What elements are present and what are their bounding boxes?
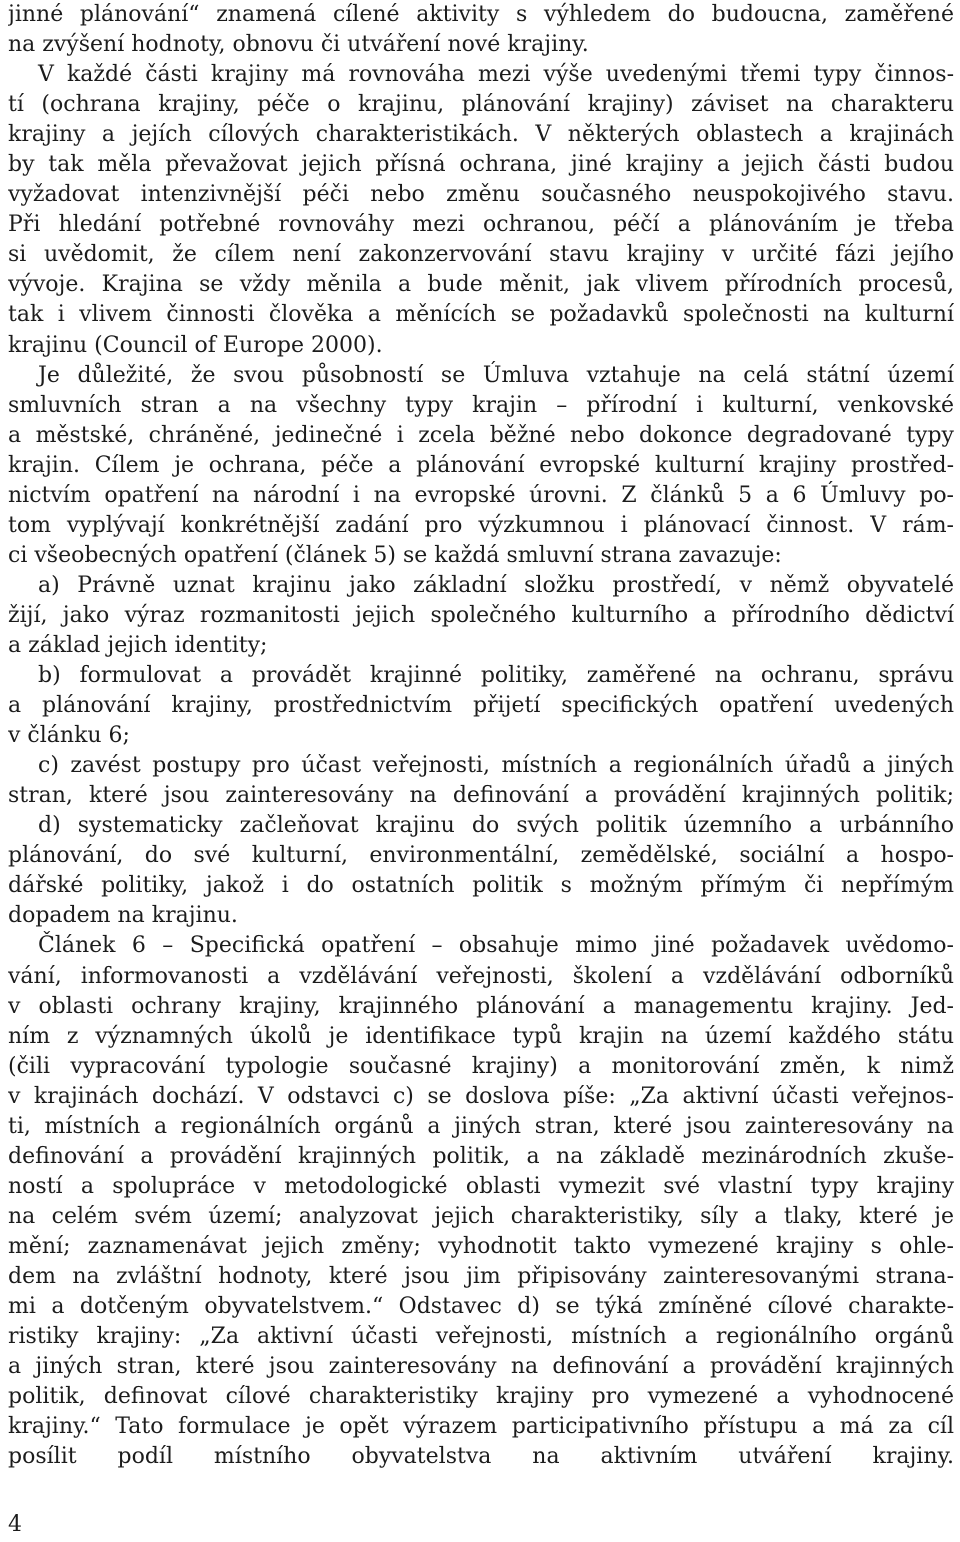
text-line: (čili vypracování typologie současné krajiny) a monitorování změn, k nimž bbox=[8, 1053, 954, 1079]
text-line: na celém svém území; analyzovat jejich charakteristiky, síly a tlaky, které je bbox=[8, 1203, 954, 1229]
text-line: dopadem na krajinu. bbox=[8, 903, 238, 929]
text-line: mi a dotčeným obyvatelstvem.“ Odstavec d) se týká zmíněné cílové charakte- bbox=[8, 1294, 954, 1320]
text-line: tak i vlivem činnosti člověka a měnících se požadavků společnosti na kulturní bbox=[8, 302, 954, 328]
text-line: v oblasti ochrany krajiny, krajinného plánování a managementu krajiny. Jed- bbox=[8, 993, 954, 1019]
text-line: na zvýšení hodnoty, obnovu či utváření nové krajiny. bbox=[8, 32, 589, 58]
text-line: V každé části krajiny má rovnováha mezi výše uvedenými třemi typy činnos- bbox=[38, 62, 954, 88]
text-line: definování a provádění krajinných politik, a na základě mezinárodních zkuše- bbox=[8, 1143, 954, 1169]
text-line: a základ jejich identity; bbox=[8, 632, 268, 658]
text-line: plánování, do své kulturní, environmentální, zemědělské, sociální a hospo- bbox=[8, 843, 954, 869]
text-line: vyžadovat intenzivnější péči nebo změnu současného neuspokojivého stavu. bbox=[8, 182, 954, 208]
text-line: krajiny a jejích cílových charakteristikách. V některých oblastech a krajinách bbox=[8, 122, 954, 148]
text-line: krajiny.“ Tato formulace je opět výrazem participativního přístupu a má za cíl bbox=[8, 1414, 954, 1440]
text-line: v článku 6; bbox=[8, 723, 130, 749]
text-line: vývoje. Krajina se vždy měnila a bude měnit, jak vlivem přírodních procesů, bbox=[8, 272, 954, 298]
text-line: dářské politiky, jakož i do ostatních politik s možným přímým či nepřímým bbox=[8, 873, 954, 899]
text-line: Je důležité, že svou působností se Úmluva vztahuje na celá státní území bbox=[38, 362, 954, 388]
text-line: posílit podíl místního obyvatelstva na aktivním utváření krajiny. bbox=[8, 1444, 954, 1470]
text-line: dem na zvláštní hodnoty, které jsou jim připisovány zainteresovanými strana- bbox=[8, 1263, 954, 1289]
text-line: v krajinách dochází. V odstavci c) se doslova píše: „Za aktivní účasti veřejnos- bbox=[8, 1083, 954, 1109]
text-line: a městské, chráněné, jedinečné i zcela běžné nebo dokonce degradované typy bbox=[8, 422, 954, 448]
text-line: smluvních stran a na všechny typy krajin – přírodní i kulturní, venkovské bbox=[8, 392, 954, 418]
text-line: by tak měla převažovat jejich přísná ochrana, jiné krajiny a jejich části budou bbox=[8, 152, 954, 178]
document-body bbox=[8, 0, 954, 1472]
text-line: c) zavést postupy pro účast veřejnosti, místních a regionálních úřadů a jiných bbox=[38, 753, 954, 779]
text-line: ností a spolupráce v metodologické oblasti vymezit své vlastní typy krajiny bbox=[8, 1173, 954, 1199]
text-line: mění; zaznamenávat jejich změny; vyhodnotit takto vymezené krajiny s ohle- bbox=[8, 1233, 954, 1259]
text-line: žijí, jako výraz rozmanitosti jejich společného kulturního a přírodního dědictví bbox=[8, 602, 954, 628]
text-line: tom vyplývají konkrétnější zadání pro výzkumnou i plánovací činnost. V rám- bbox=[8, 512, 954, 538]
text-line: jinné plánování“ znamená cílené aktivity s výhledem do budoucna, zaměřené bbox=[8, 2, 954, 27]
text-line: Při hledání potřebné rovnováhy mezi ochranou, péčí a plánováním je třeba bbox=[8, 212, 954, 238]
text-line: tí (ochrana krajiny, péče o krajinu, plánování krajiny) záviset na charakteru bbox=[8, 92, 954, 118]
text-line: vání, informovanosti a vzdělávání veřejnosti, školení a vzdělávání odborníků bbox=[8, 963, 954, 989]
text-line: ristiky krajiny: „Za aktivní účasti veřejnosti, místních a regionálního orgánů bbox=[8, 1324, 954, 1350]
text-line: a jiných stran, které jsou zainteresovány na definování a provádění krajinných bbox=[8, 1354, 954, 1380]
text-line: ním z významných úkolů je identifikace typů krajin na území každého státu bbox=[8, 1023, 954, 1049]
text-line: krajinu (Council of Europe 2000). bbox=[8, 332, 383, 358]
text-line: ci všeobecných opatření (článek 5) se každá smluvní strana zavazuje: bbox=[8, 542, 782, 568]
text-line: b) formulovat a provádět krajinné politiky, zaměřené na ochranu, správu bbox=[38, 663, 954, 689]
text-line: stran, které jsou zainteresovány na definování a provádění krajinných politik; bbox=[8, 783, 954, 809]
page-number: 4 bbox=[8, 1512, 22, 1537]
text-line: politik, definovat cílové charakteristiky krajiny pro vymezené a vyhodnocené bbox=[8, 1384, 954, 1410]
text-line: si uvědomit, že cílem není zakonzervování stavu krajiny v určité fázi jejího bbox=[8, 242, 954, 268]
text-line: a plánování krajiny, prostřednictvím přijetí specifických opatření uvedených bbox=[8, 693, 954, 719]
text-line: ti, místních a regionálních orgánů a jiných stran, které jsou zainteresovány na bbox=[8, 1113, 954, 1139]
text-line: a) Právně uznat krajinu jako základní složku prostředí, v němž obyvatelé bbox=[38, 572, 954, 598]
text-line: krajin. Cílem je ochrana, péče a plánování evropské kulturní krajiny prostřed- bbox=[8, 452, 954, 478]
text-line: Článek 6 – Specifická opatření – obsahuje mimo jiné požadavek uvědomo- bbox=[38, 933, 954, 959]
text-line: nictvím opatření na národní i na evropské úrovni. Z článků 5 a 6 Úmluvy po- bbox=[8, 482, 954, 508]
text-line: d) systematicky začleňovat krajinu do svých politik územního a urbánního bbox=[38, 813, 954, 839]
